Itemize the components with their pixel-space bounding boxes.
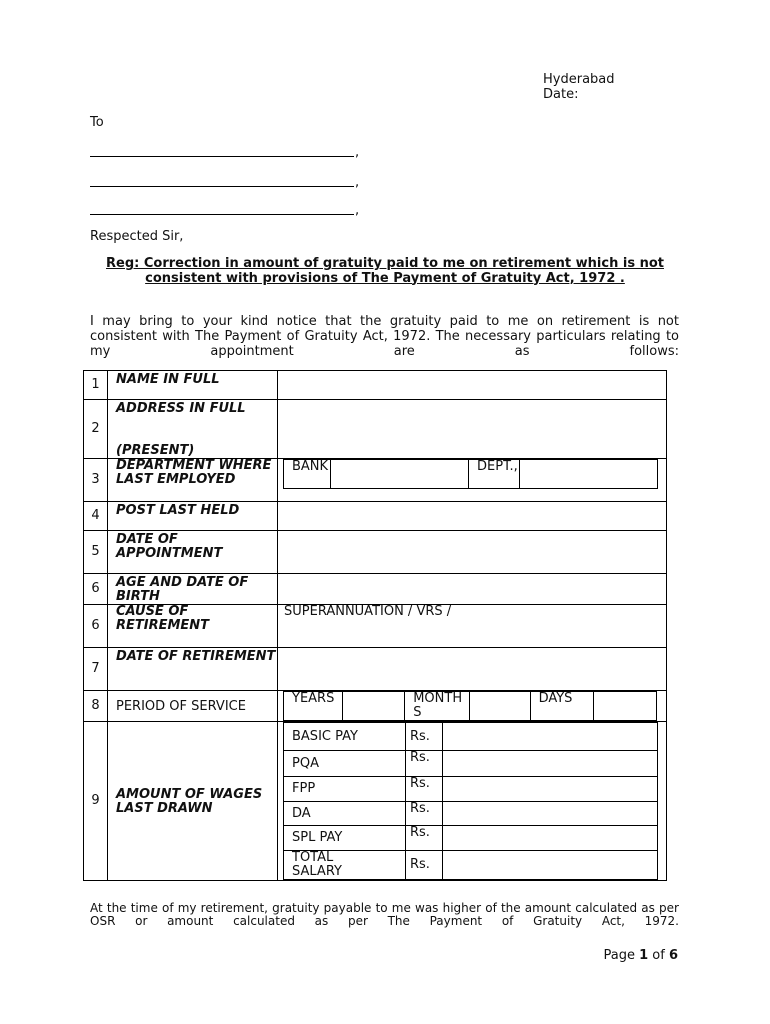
cause-value-cell[interactable]: SUPERANNUATION / VRS /: [278, 605, 667, 648]
page-of-word: of: [652, 948, 665, 963]
row-number: 6: [84, 574, 108, 605]
row-label-appointment: DATE OF APPOINTMENT: [108, 531, 278, 574]
wage-currency: Rs.: [406, 751, 443, 777]
total-salary-value[interactable]: [443, 851, 658, 880]
page-word: Page: [603, 948, 635, 963]
department-value-cell: [278, 459, 667, 502]
wage-item: SPL PAY: [284, 826, 406, 851]
row-label-department: DEPARTMENT WHERE LAST EMPLOYED: [108, 459, 278, 502]
department-subtable: [283, 459, 658, 489]
table-row: [84, 648, 667, 691]
table-row: [84, 502, 667, 531]
wage-item: PQA: [284, 751, 406, 777]
wage-currency: Rs.: [406, 826, 443, 851]
row-label-name: NAME IN FULL: [108, 371, 278, 400]
table-row: [284, 826, 658, 851]
page-current: 1: [639, 948, 649, 963]
page-total: 6: [668, 948, 678, 963]
row-number: 4: [84, 502, 108, 531]
wage-item: BASIC PAY: [284, 723, 406, 751]
age-value-cell[interactable]: [278, 574, 667, 605]
row-label-cause: CAUSE OF RETIREMENT: [108, 605, 278, 648]
row-number: 3: [84, 459, 108, 502]
table-row: [84, 371, 667, 400]
years-label: YEARS: [284, 692, 343, 721]
post-value-cell[interactable]: [278, 502, 667, 531]
days-value[interactable]: [593, 692, 656, 721]
address-line-3-comma: ,: [355, 203, 360, 218]
wage-item: DA: [284, 802, 406, 826]
dept-value[interactable]: [520, 460, 658, 489]
address-line-1-comma: ,: [355, 145, 360, 160]
years-value[interactable]: [343, 692, 405, 721]
wage-currency: Rs.: [406, 723, 443, 751]
months-label: MONTHS: [405, 692, 470, 721]
days-label: DAYS: [530, 692, 593, 721]
row-number: 1: [84, 371, 108, 400]
table-row: [84, 531, 667, 574]
wages-value-cell: [278, 722, 667, 881]
row-label-age: AGE AND DATE OF BIRTH: [108, 574, 278, 605]
wage-item: FPP: [284, 777, 406, 802]
row-label-address: [108, 400, 278, 459]
table-row: [84, 722, 667, 881]
row-label-retirement-date: DATE OF RETIREMENT: [108, 648, 278, 691]
period-value-cell: [278, 691, 667, 722]
spl-pay-value[interactable]: [443, 826, 658, 851]
months-value[interactable]: [470, 692, 530, 721]
row-label-wages: AMOUNT OF WAGES LAST DRAWN: [108, 722, 278, 881]
wage-currency: Rs.: [406, 851, 443, 880]
row-number: 7: [84, 648, 108, 691]
table-row: [284, 777, 658, 802]
wages-subtable: [283, 722, 658, 880]
to-label: To: [90, 115, 104, 130]
dept-label: DEPT.,: [469, 460, 520, 489]
basic-pay-value[interactable]: [443, 723, 658, 751]
wage-currency: Rs.: [406, 802, 443, 826]
city: Hyderabad: [543, 72, 615, 87]
table-row: [284, 723, 658, 751]
closing-paragraph: At the time of my retirement, gratuity payable to me was higher of the amount calculated as per OSR or amount calculated as per The Payment of Gratuity Act, 1972.: [90, 902, 679, 928]
intro-paragraph: I may bring to your kind notice that the gratuity paid to me on retirement is not consistent with The Payment of Gratuity Act, 1972. The necessary particulars relating to my appointment are as follows:: [90, 314, 679, 359]
address-label: ADDRESS IN FULL: [116, 401, 246, 416]
retirement-date-value-cell[interactable]: [278, 648, 667, 691]
address-line-2-comma: ,: [355, 175, 360, 190]
row-label-post: POST LAST HELD: [108, 502, 278, 531]
wage-currency: Rs.: [406, 777, 443, 802]
table-row: [84, 574, 667, 605]
bank-value[interactable]: [331, 460, 469, 489]
row-label-period: PERIOD OF SERVICE: [108, 691, 278, 722]
bank-label: BANK: [284, 460, 331, 489]
table-row: [84, 605, 667, 648]
row-number: 2: [84, 400, 108, 459]
subject-heading: Reg: Correction in amount of gratuity paid to me on retirement which is not consistent with provisions of The Payment of Gratuity Act, 1972 .: [106, 256, 664, 286]
address-present-label: (PRESENT): [116, 443, 195, 458]
fpp-value[interactable]: [443, 777, 658, 802]
name-value-cell[interactable]: [278, 371, 667, 400]
date-label: Date:: [543, 87, 579, 102]
row-number: 5: [84, 531, 108, 574]
address-value-cell[interactable]: [278, 400, 667, 459]
table-row: [284, 851, 658, 880]
table-row: [84, 691, 667, 722]
row-number: 9: [84, 722, 108, 881]
address-line-3: [90, 202, 354, 215]
page-indicator: [603, 948, 678, 963]
da-value[interactable]: [443, 802, 658, 826]
salutation: Respected Sir,: [90, 229, 184, 244]
appointment-value-cell[interactable]: [278, 531, 667, 574]
period-subtable: [283, 691, 657, 721]
table-row: [84, 400, 667, 459]
table-row: [84, 459, 667, 502]
pqa-value[interactable]: [443, 751, 658, 777]
address-line-1: [90, 144, 354, 157]
table-row: [284, 802, 658, 826]
table-row: [284, 751, 658, 777]
particulars-table: [83, 370, 667, 881]
row-number: 6: [84, 605, 108, 648]
row-number: 8: [84, 691, 108, 722]
address-line-2: [90, 174, 354, 187]
wage-item: TOTAL SALARY: [284, 851, 406, 880]
